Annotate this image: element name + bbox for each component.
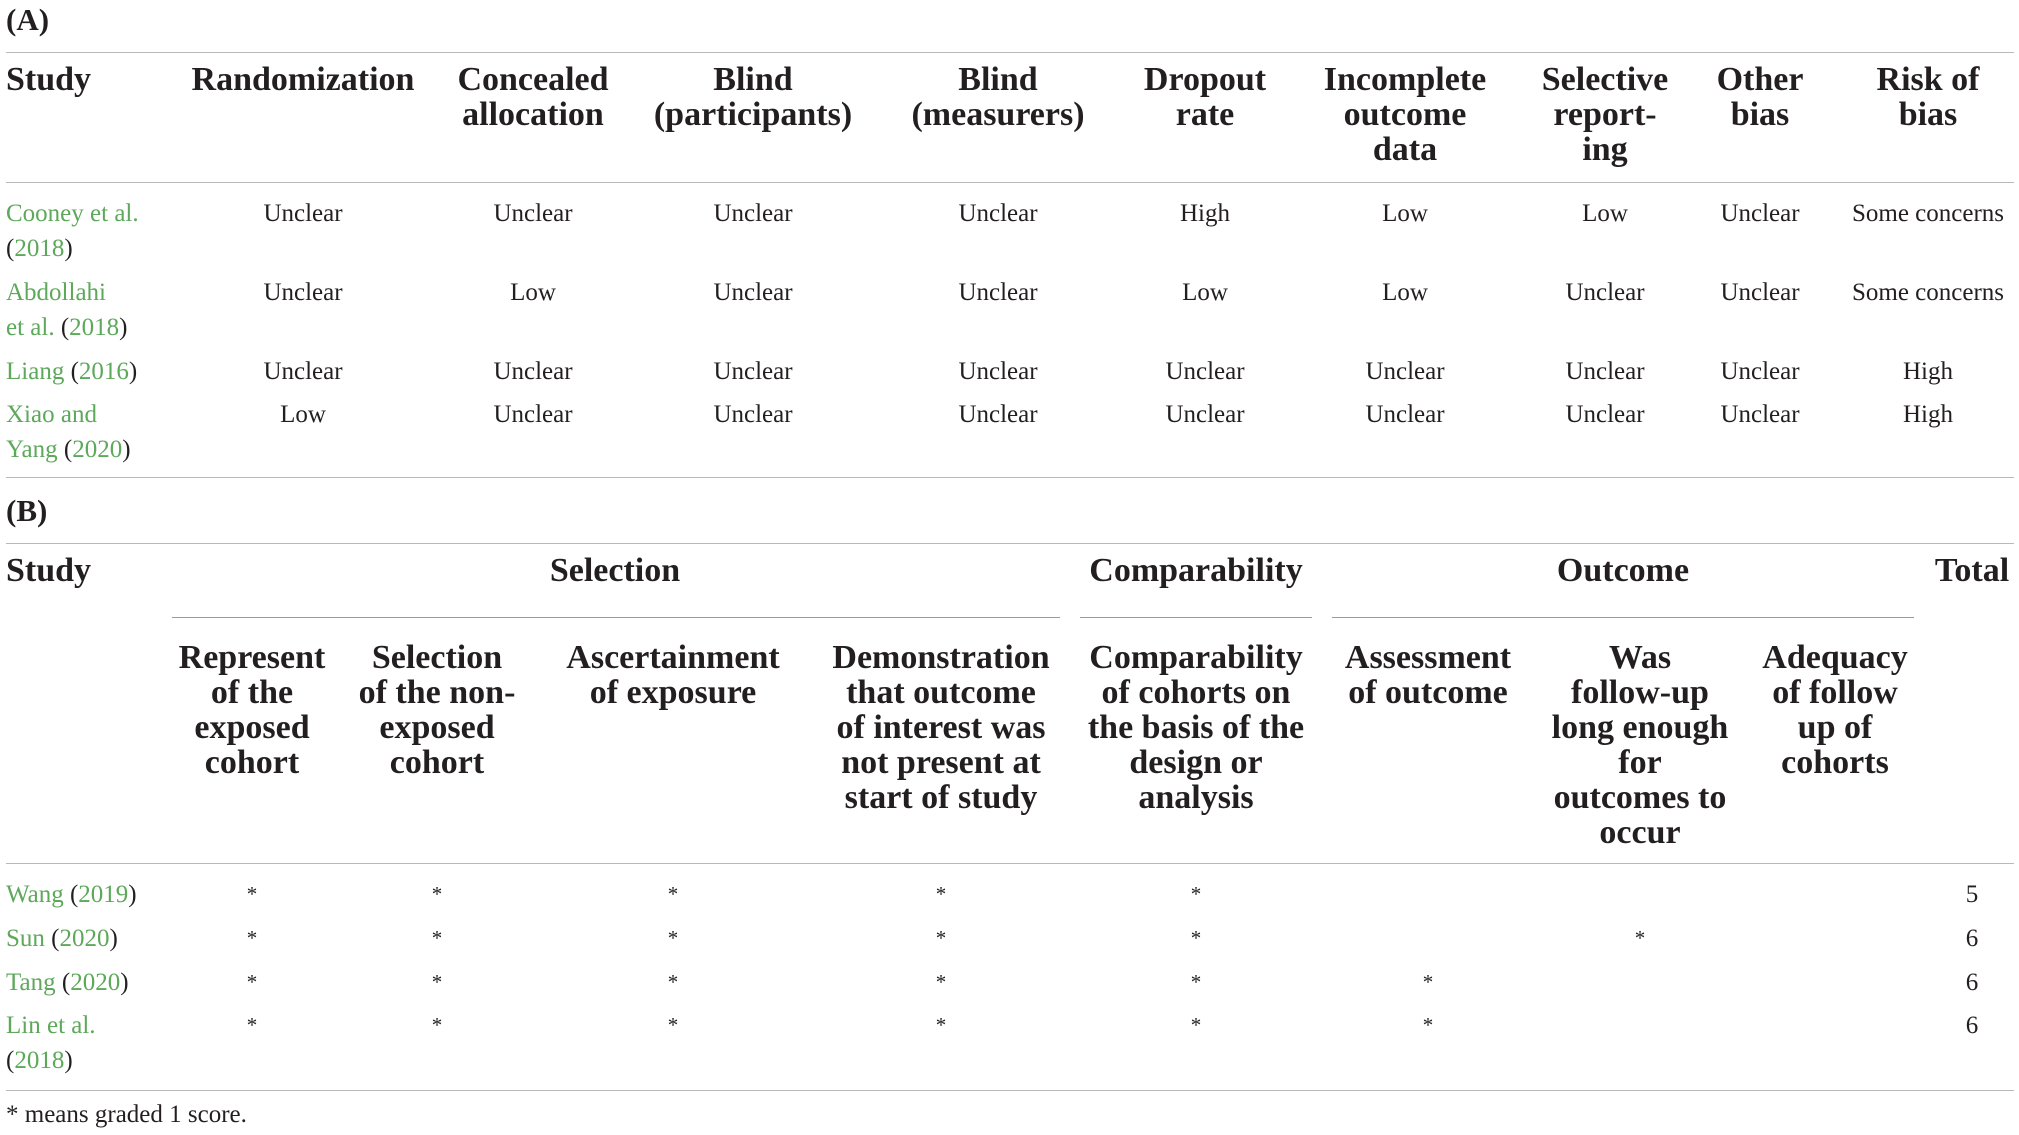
panel-a-header-line: bias [1730, 96, 1790, 133]
panel-b-subheader-line: cohort [204, 744, 300, 781]
panel-b-top-rule [6, 543, 2014, 544]
star-mark: * [431, 970, 443, 994]
star-mark: * [431, 882, 443, 906]
panel-a-cell: Low [1582, 200, 1628, 227]
panel-b-subheader-6 [1552, 640, 1729, 850]
panel-a-header-line: Blind [713, 61, 793, 98]
panel-a-cell: Unclear [263, 358, 343, 385]
panel-a-cell: Unclear [713, 401, 793, 428]
panel-a-header-2 [457, 62, 608, 132]
footnote: * means graded 1 score. [6, 1101, 247, 1128]
panel-a-header-rule [6, 182, 2014, 183]
panel-b-subheader-line: outcomes to [1553, 779, 1727, 816]
comparability-group-rule [1080, 617, 1312, 618]
star-mark: * [1190, 970, 1202, 994]
panel-a-header-6 [1324, 62, 1486, 167]
panel-b-subheader-line: the basis of the [1087, 709, 1305, 746]
panel-b-total: 6 [1965, 925, 1979, 952]
panel-a-header-line: allocation [462, 96, 604, 133]
star-mark: * [667, 1013, 679, 1037]
panel-b-study-header: Study [6, 552, 92, 589]
panel-b-subheader-line: long enough [1551, 709, 1729, 746]
panel-b-subheader-line: of outcome [1348, 674, 1508, 711]
star-mark: * [246, 1013, 258, 1037]
panel-b-subheader-line: start of study [844, 779, 1038, 816]
panel-b-subheader-line: design or [1129, 744, 1263, 781]
star-mark: * [431, 1013, 443, 1037]
star-mark: * [935, 882, 947, 906]
panel-a-header-line: ing [1582, 131, 1628, 168]
total-header: Total [1934, 552, 2010, 589]
star-mark: * [1634, 926, 1646, 950]
panel-a-cell: Unclear [958, 401, 1038, 428]
panel-a-cell: Unclear [713, 358, 793, 385]
panel-b-subheader-line: Ascertainment [566, 639, 780, 676]
panel-b-subheader-line: analysis [1138, 779, 1254, 816]
panel-b-subheader-7 [1762, 640, 1907, 780]
panel-b-subheader-line: of cohorts on [1101, 674, 1291, 711]
outcome-group-rule [1332, 617, 1914, 618]
panel-a-cell: Unclear [713, 279, 793, 306]
panel-b-subheader-line: of the [210, 674, 294, 711]
panel-a-cell: Low [1382, 279, 1428, 306]
panel-b-subheader-4 [1088, 640, 1304, 815]
panel-a-header-0 [6, 62, 91, 97]
panel-a-cell: Low [280, 401, 326, 428]
panel-a-cell: Unclear [958, 358, 1038, 385]
panel-b-subheader-5 [1345, 640, 1511, 710]
panel-a-cell: High [1903, 401, 1953, 428]
panel-b-subheader-line: Was [1608, 639, 1672, 676]
panel-a-header-line: Other [1716, 61, 1804, 98]
panel-a-cell: Low [510, 279, 556, 306]
panel-a-cell: Unclear [958, 279, 1038, 306]
panel-a-label: (A) [6, 2, 50, 37]
panel-a-header-line: Blind [958, 61, 1038, 98]
panel-a-header-line: (measurers) [911, 96, 1085, 133]
panel-b-subheader-line: up of [1797, 709, 1873, 746]
panel-b-subheader-line: cohort [389, 744, 485, 781]
panel-a-study-0: Cooney et al. (2018) [6, 200, 139, 262]
star-mark: * [935, 1013, 947, 1037]
panel-a-header-line: Risk of [1876, 61, 1980, 98]
panel-a-cell: Unclear [958, 200, 1038, 227]
selection-group-rule [172, 617, 1060, 618]
panel-a-header-line: outcome [1343, 96, 1467, 133]
panel-a-cell: Some concerns [1851, 279, 2005, 306]
panel-a-study-3: Xiao and Yang (2020) [6, 401, 131, 463]
panel-a-header-line: rate [1175, 96, 1235, 133]
star-mark: * [935, 970, 947, 994]
panel-b-header-rule [6, 863, 2014, 864]
group-header-comparability: Comparability [1089, 552, 1303, 589]
star-mark: * [1422, 970, 1434, 994]
panel-a-study-1: Abdollahi et al. (2018) [6, 279, 128, 341]
group-header-outcome: Outcome [1556, 552, 1690, 589]
panel-a-study-2: Liang (2016) [6, 358, 138, 385]
panel-b-subheader-line: of exposure [589, 674, 757, 711]
panel-a-cell: Unclear [493, 200, 573, 227]
panel-a-top-rule [6, 52, 2014, 53]
panel-b-total: 5 [1965, 881, 1979, 908]
panel-a-cell: Unclear [1720, 279, 1800, 306]
panel-b-subheader-line: Demonstration [832, 639, 1050, 676]
panel-a-cell: Unclear [493, 358, 573, 385]
panel-b-subheader-line: Assessment [1344, 639, 1512, 676]
panel-b-subheader-line: Represent [178, 639, 326, 676]
star-mark: * [667, 970, 679, 994]
panel-a-header-3 [654, 62, 852, 132]
panel-b-study-1: Sun (2020) [6, 925, 118, 952]
star-mark: * [431, 926, 443, 950]
panel-a-cell: Unclear [713, 200, 793, 227]
panel-a-header-line: Dropout [1143, 61, 1267, 98]
panel-b-subheader-line: of follow [1772, 674, 1898, 711]
panel-b-study-3: Lin et al. (2018) [6, 1012, 96, 1074]
star-mark: * [1190, 926, 1202, 950]
panel-a-header-line: data [1372, 131, 1438, 168]
panel-a-cell: High [1180, 200, 1230, 227]
panel-a-cell: Unclear [1165, 401, 1245, 428]
panel-a-bottom-rule [6, 477, 2014, 478]
panel-a-cell: Low [1182, 279, 1228, 306]
panel-a-header-line: Incomplete [1323, 61, 1487, 98]
panel-a-cell: Unclear [1720, 358, 1800, 385]
star-mark: * [1190, 882, 1202, 906]
panel-a-cell: High [1903, 358, 1953, 385]
group-header-selection: Selection [549, 552, 681, 589]
panel-b-subheader-line: occur [1599, 814, 1681, 851]
star-mark: * [667, 926, 679, 950]
panel-a-cell: Unclear [1365, 358, 1445, 385]
panel-b-subheader-line: Adequacy [1762, 639, 1908, 676]
panel-a-cell: Unclear [1720, 200, 1800, 227]
panel-b-subheader-line: follow-up [1571, 674, 1709, 711]
panel-b-subheader-line: cohorts [1781, 744, 1889, 781]
panel-a-header-line: report- [1553, 96, 1657, 133]
star-mark: * [246, 926, 258, 950]
panel-b-subheader-line: not present at [841, 744, 1041, 781]
panel-b-subheader-1 [359, 640, 516, 780]
panel-a-cell: Unclear [263, 279, 343, 306]
panel-a-cell: Unclear [263, 200, 343, 227]
panel-b-total: 6 [1965, 1012, 1979, 1039]
panel-a-header-line: Study [6, 61, 92, 98]
star-mark: * [935, 926, 947, 950]
panel-b-subheader-line: of the non- [358, 674, 516, 711]
panel-a-cell: Unclear [1565, 358, 1645, 385]
panel-a-cell: Some concerns [1851, 200, 2005, 227]
panel-a-header-1 [192, 62, 415, 97]
panel-a-cell: Unclear [1720, 401, 1800, 428]
panel-b-study-2: Tang (2020) [6, 969, 129, 996]
panel-a-header-4 [911, 62, 1084, 132]
panel-b-subheader-line: of interest was [836, 709, 1046, 746]
panel-a-header-7 [1542, 62, 1669, 167]
panel-b-subheader-0 [179, 640, 326, 780]
panel-a-header-line: Randomization [191, 61, 415, 98]
panel-a-cell: Low [1382, 200, 1428, 227]
star-mark: * [667, 882, 679, 906]
panel-b-subheader-line: exposed [379, 709, 495, 746]
panel-a-cell: Unclear [1365, 401, 1445, 428]
panel-b-subheader-line: exposed [194, 709, 310, 746]
panel-a-header-line: (participants) [653, 96, 853, 133]
panel-b-study-0: Wang (2019) [6, 881, 137, 908]
panel-b-subheader-line: for [1618, 744, 1662, 781]
panel-b-subheader-3 [832, 640, 1049, 815]
panel-a-cell: Unclear [1565, 401, 1645, 428]
star-mark: * [246, 882, 258, 906]
panel-a-header-9 [1877, 62, 1980, 132]
panel-b-subheader-line: Comparability [1089, 639, 1303, 676]
panel-a-header-8 [1717, 62, 1804, 132]
panel-a-header-line: Concealed [457, 61, 609, 98]
panel-a-header-line: bias [1898, 96, 1958, 133]
star-mark: * [1422, 1013, 1434, 1037]
star-mark: * [1190, 1013, 1202, 1037]
star-mark: * [246, 970, 258, 994]
panel-a-cell: Unclear [493, 401, 573, 428]
panel-b-total: 6 [1965, 969, 1979, 996]
panel-b-bottom-rule [6, 1090, 2014, 1091]
panel-a-cell: Unclear [1565, 279, 1645, 306]
panel-a-cell: Unclear [1165, 358, 1245, 385]
panel-b-subheader-line: Selection [371, 639, 503, 676]
panel-b-subheader-line: that outcome [846, 674, 1036, 711]
panel-a-header-line: Selective [1541, 61, 1669, 98]
panel-b-subheader-2 [566, 640, 779, 710]
panel-b-label: (B) [6, 493, 48, 528]
panel-a-header-5 [1144, 62, 1266, 132]
